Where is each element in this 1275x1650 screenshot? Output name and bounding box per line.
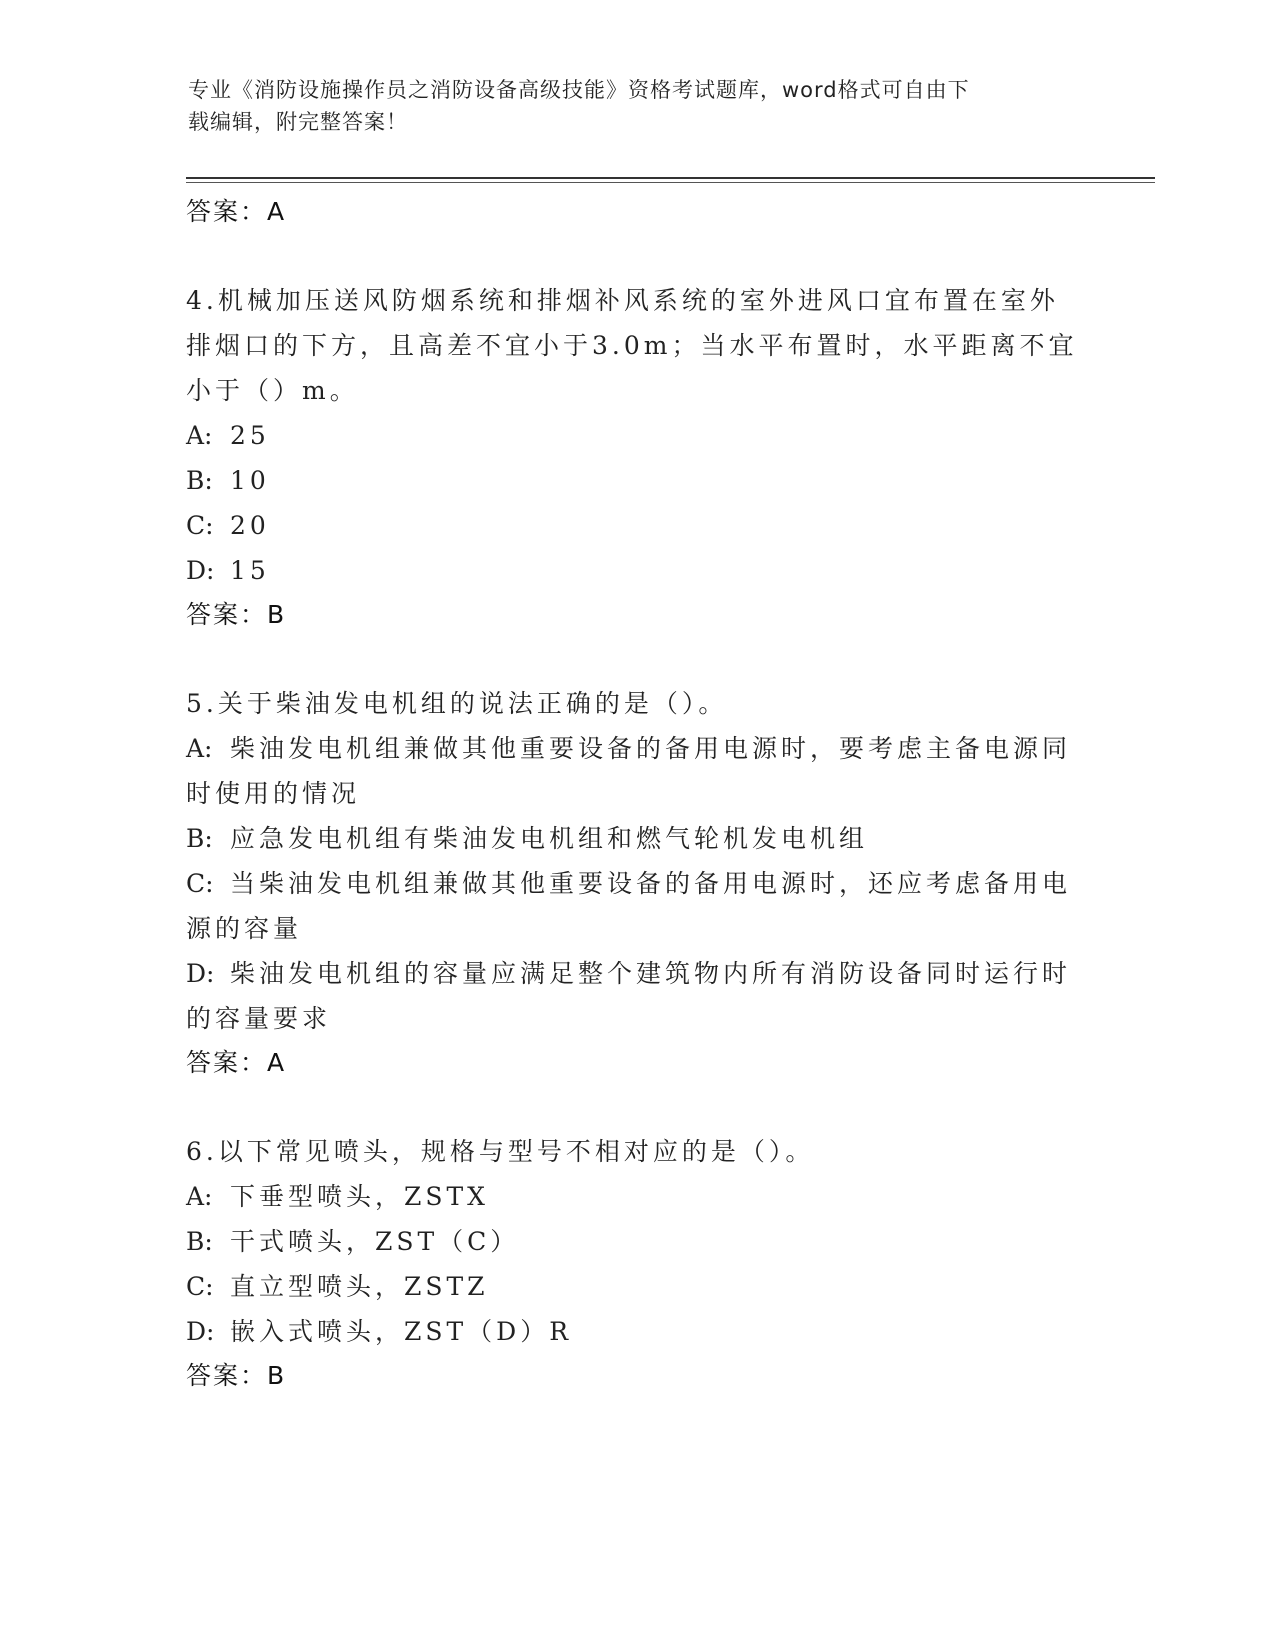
option-letter: A: <box>186 734 213 763</box>
option-b <box>186 816 1086 861</box>
header-divider-thick <box>186 177 1155 179</box>
question-6 <box>186 1129 1086 1398</box>
question-stem: 5.关于柴油发电机组的说法正确的是（）。 <box>186 689 728 718</box>
option-letter: A: <box>186 421 213 450</box>
option-letter: D: <box>186 1317 215 1346</box>
header-line-1: 专业《消防设施操作员之消防设备高级技能》资格考试题库，word格式可自由下 <box>188 78 970 102</box>
option-text: 柴油发电机组兼做其他重要设备的备用电源时，要考虑主备电源同时使用的情况 <box>186 734 1072 808</box>
option-text: 嵌入式喷头，ZST（D）R <box>230 1317 573 1346</box>
option-text: 应急发电机组有柴油发电机组和燃气轮机发电机组 <box>230 824 869 853</box>
option-text: 20 <box>230 511 270 540</box>
answer-line: 答案：B <box>186 600 287 629</box>
answer-line: 答案：B <box>186 1361 287 1390</box>
option-text: 10 <box>230 466 270 495</box>
option-a <box>186 726 1086 816</box>
option-letter: C: <box>186 511 214 540</box>
option-d <box>186 951 1086 1041</box>
option-letter: B: <box>186 1227 213 1256</box>
header-divider-thin <box>186 182 1155 183</box>
option-letter: C: <box>186 869 214 898</box>
option-text: 直立型喷头，ZSTZ <box>230 1272 489 1301</box>
option-text: 当柴油发电机组兼做其他重要设备的备用电源时，还应考虑备用电源的容量 <box>186 869 1072 943</box>
option-text: 柴油发电机组的容量应满足整个建筑物内所有消防设备同时运行时的容量要求 <box>186 959 1072 1033</box>
question-content <box>186 190 1086 1398</box>
option-a <box>186 413 1086 458</box>
option-letter: D: <box>186 959 215 988</box>
option-c <box>186 1264 1086 1309</box>
answer-line: 答案：A <box>186 197 287 226</box>
answer-line: 答案：A <box>186 1048 287 1077</box>
option-text: 25 <box>230 421 270 450</box>
option-b <box>186 458 1086 503</box>
option-letter: B: <box>186 824 213 853</box>
option-letter: B: <box>186 466 213 495</box>
option-c <box>186 503 1086 548</box>
option-text: 15 <box>230 556 270 585</box>
option-letter: C: <box>186 1272 214 1301</box>
option-d <box>186 1309 1086 1354</box>
option-text: 下垂型喷头，ZSTX <box>230 1182 489 1211</box>
option-text: 干式喷头，ZST（C） <box>230 1227 520 1256</box>
option-d <box>186 548 1086 593</box>
option-c <box>186 861 1086 951</box>
question-stem: 6.以下常见喷头，规格与型号不相对应的是（）。 <box>186 1137 815 1166</box>
question-5 <box>186 681 1086 1085</box>
document-header <box>188 74 1068 138</box>
option-a <box>186 1174 1086 1219</box>
question-stem: 4.机械加压送风防烟系统和排烟补风系统的室外进风口宜布置在室外排烟口的下方，且高差不宜小于3.0m；当水平布置时，水平距离不宜小于（）m。 <box>186 286 1078 405</box>
option-b <box>186 1219 1086 1264</box>
header-line-2: 载编辑，附完整答案！ <box>188 110 408 134</box>
option-letter: A: <box>186 1182 213 1211</box>
option-letter: D: <box>186 556 215 585</box>
question-4 <box>186 278 1086 637</box>
